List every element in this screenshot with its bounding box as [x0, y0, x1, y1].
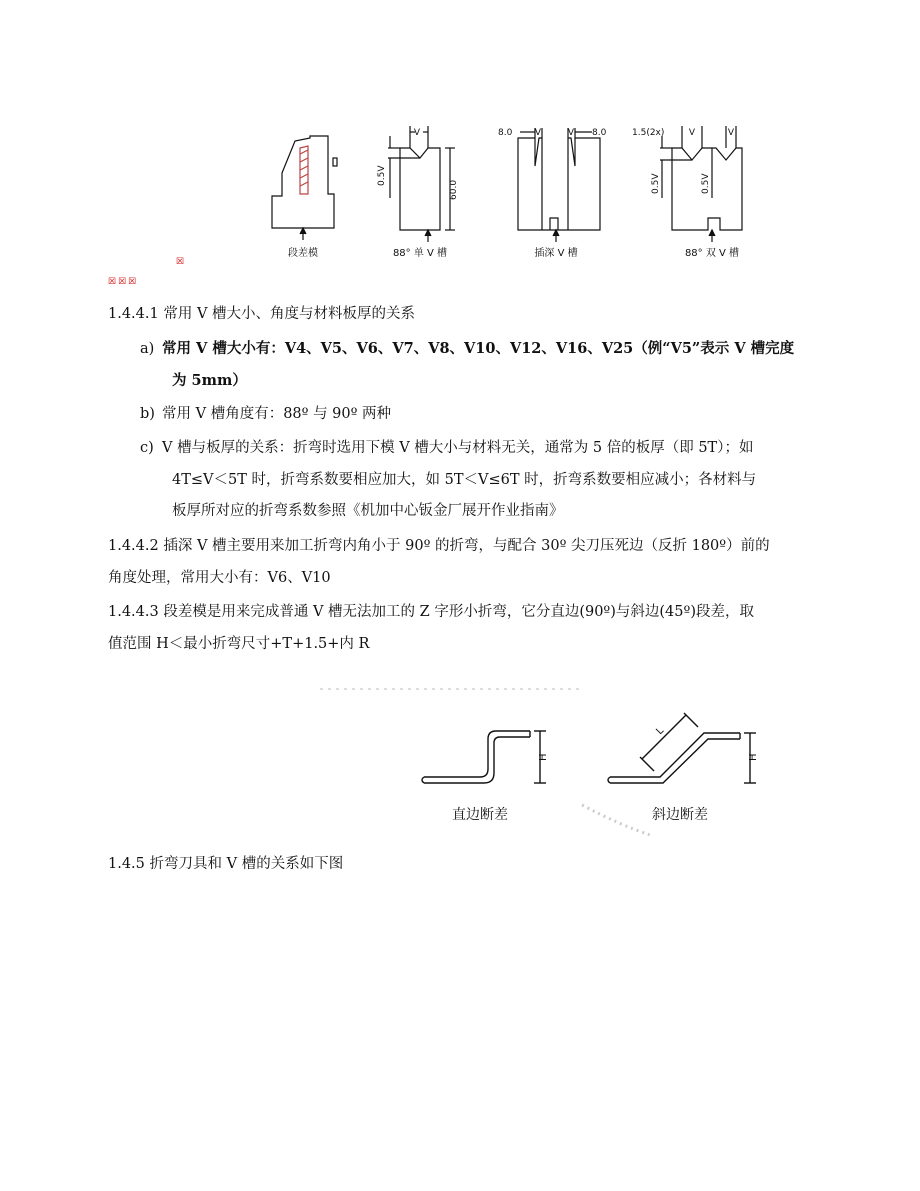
step-types-figure: [320, 685, 780, 845]
v-dim-double-left: V: [688, 128, 696, 138]
v-dim-deep-right: V: [567, 128, 575, 138]
heading-1441: 1.4.4.1 常用 V 槽大小、角度与材料板厚的关系: [108, 306, 416, 322]
label-bevel-step: 斜边断差: [652, 807, 708, 823]
item-c-line2: 4T≤V＜5T 时，折弯系数要相应加大，如 5T＜V≤6T 时，折弯系数要相应减小；各材料与: [172, 472, 757, 488]
item-b-line1: 常用 V 槽角度有：88º 与 90º 两种: [162, 406, 392, 422]
item-a-line2: 为 5mm）: [172, 372, 247, 389]
half-v-dim-double-left: 0.5V: [651, 173, 661, 194]
heading-145: 1.4.5 折弯刀具和 V 槽的关系如下图: [108, 856, 344, 872]
label-straight-step: 直边断差: [452, 807, 508, 823]
label-single-v: 88° 单 V 槽: [392, 248, 448, 259]
item-b-prefix: b): [140, 406, 155, 422]
eight-dim-right: 8.0: [592, 128, 607, 138]
h-label-bevel: H: [748, 753, 759, 761]
label-double-v: 88° 双 V 槽: [684, 248, 740, 259]
height-dim: 60.0: [449, 179, 459, 200]
v-dim-deep-left: V: [534, 128, 542, 138]
half-v-dim-single: 0.5V: [377, 165, 387, 186]
para-1442-line2: 角度处理，常用大小有：V6、V10: [108, 570, 331, 586]
item-a-line1: 常用 V 槽大小有：V4、V5、V6、V7、V8、V10、V12、V16、V25（例“V5”表示 V 槽完度: [162, 340, 795, 357]
para-1443-line2: 值范围 H＜最小折弯尺寸+T+1.5+内 R: [108, 636, 370, 652]
v-dim-single: V: [413, 128, 421, 138]
l-label-bevel: L: [654, 725, 667, 738]
label-deep-v: 插深 V 槽: [534, 248, 578, 259]
broken-image-marks: ☒☒☒: [108, 277, 139, 287]
die-types-figure: [260, 118, 760, 268]
broken-image-mark: ☒: [176, 257, 185, 267]
para-1443-line1: 1.4.4.3 段差模是用来完成普通 V 槽无法加工的 Z 字形小折弯，它分直边(90º)与斜边(45º)段差，取: [108, 604, 754, 620]
item-a-prefix: a): [140, 341, 155, 357]
half-v-dim-double-right: 0.5V: [701, 173, 711, 194]
item-c-line1: V 槽与板厚的关系：折弯时选用下模 V 槽大小与材料无关，通常为 5 倍的板厚（即 5T）；如: [162, 440, 754, 456]
h-label-straight: H: [538, 753, 549, 761]
eight-dim-left: 8.0: [498, 128, 513, 138]
label-step-die: 段差模: [288, 248, 318, 259]
one-five-dim: 1.5(2x): [632, 128, 665, 138]
v-dim-double-right: V: [727, 128, 735, 138]
item-c-prefix: c): [140, 440, 154, 456]
item-c-line3: 板厚所对应的折弯系数参照《机加中心钣金厂展开作业指南》: [172, 503, 564, 519]
para-1442-line1: 1.4.4.2 插深 V 槽主要用来加工折弯内角小于 90º 的折弯，与配合 30º 尖刀压死边（反折 180º）前的: [108, 538, 770, 554]
